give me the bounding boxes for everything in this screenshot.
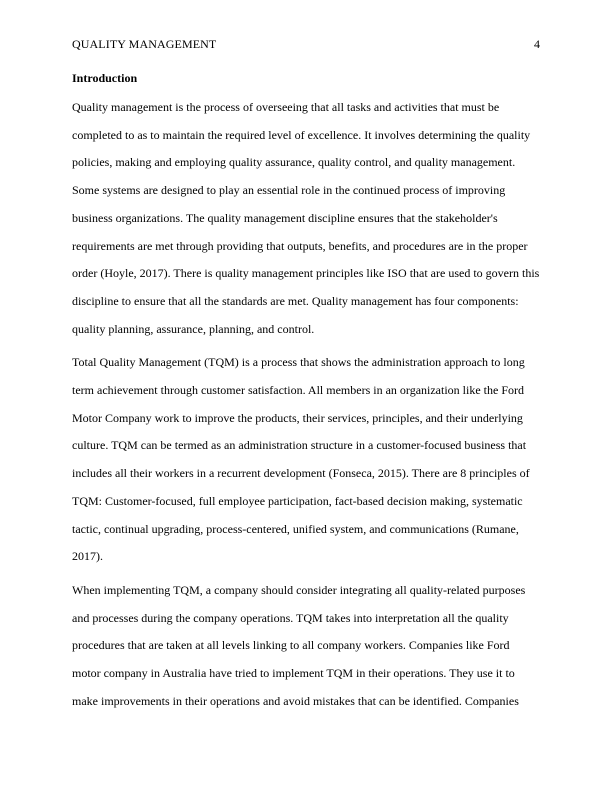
- text-line: policies, making and employing quality assurance, quality control, and quality management.: [72, 155, 516, 170]
- text-line: discipline to ensure that all the standards are met. Quality management has four components:: [72, 293, 519, 308]
- section-heading: Introduction: [72, 71, 138, 85]
- text-line: business organizations. The quality management discipline ensures that the stakeholder's: [72, 210, 498, 225]
- text-line: quality planning, assurance, planning, and control.: [72, 321, 315, 336]
- text-line: completed to as to maintain the required level of excellence. It involves determining the quality: [72, 127, 531, 142]
- text-line: and processes during the company operations. TQM takes into interpretation all the quality: [72, 610, 509, 625]
- text-line: tactic, continual upgrading, process-centered, unified system, and communications (Rumane,: [72, 521, 519, 536]
- text-line: 2017).: [72, 549, 103, 564]
- text-line: make improvements in their operations and avoid mistakes that can be identified. Companies: [72, 693, 519, 708]
- text-line: order (Hoyle, 2017). There is quality management principles like ISO that are used to govern this: [72, 266, 540, 281]
- page-header: [72, 36, 540, 52]
- text-line: term achievement through customer satisfaction. All members in an organization like the Ford: [72, 383, 524, 398]
- text-line: Motor Company work to improve the products, their services, principles, and their underlying: [72, 410, 523, 425]
- text-line: Total Quality Management (TQM) is a process that shows the administration approach to long: [72, 355, 525, 370]
- text-line: culture. TQM can be termed as an administration structure in a customer-focused business that: [72, 438, 527, 453]
- text-line: procedures that are taken at all levels linking to all company workers. Companies like Ford: [72, 638, 510, 653]
- page-number: 4: [534, 37, 540, 51]
- paragraph-implementing-tqm: [72, 577, 540, 716]
- text-line: Some systems are designed to play an essential role in the continued process of improving: [72, 183, 506, 198]
- text-line: When implementing TQM, a company should consider integrating all quality-related purposes: [72, 582, 526, 597]
- text-line: requirements are met through providing that outputs, benefits, and procedures are in the proper: [72, 238, 528, 253]
- paragraph-tqm: [72, 349, 540, 571]
- document-body: [72, 68, 540, 721]
- paragraph-quality-management: [72, 94, 540, 343]
- text-line: includes all their workers in a recurrent development (Fonseca, 2015). There are 8 principles of: [72, 466, 530, 481]
- text-line: Quality management is the process of overseeing that all tasks and activities that must be: [72, 100, 500, 114]
- text-line: motor company in Australia have tried to implement TQM in their operations. They use it to: [72, 666, 515, 681]
- text-line: TQM: Customer-focused, full employee participation, fact-based decision making, systematic: [72, 493, 523, 508]
- running-head: QUALITY MANAGEMENT: [72, 37, 217, 51]
